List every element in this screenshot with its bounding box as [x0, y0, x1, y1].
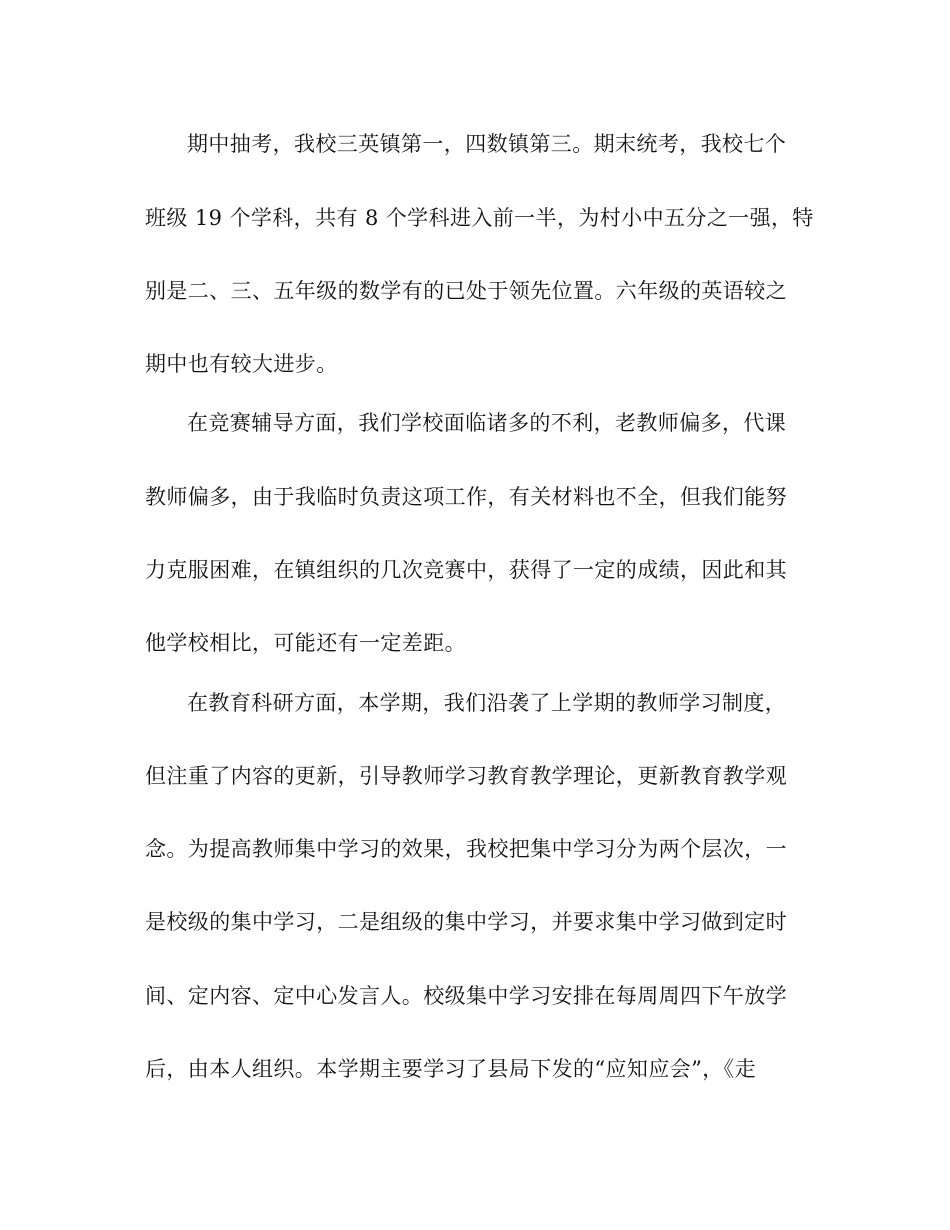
paragraph-3-line-6: 后，由本人组织。本学期主要学习了县局下发的“应知应会”，《走: [145, 1057, 756, 1081]
paragraph-2-line-3: 力克服困难，在镇组织的几次竞赛中，获得了一定的成绩，因此和其: [145, 558, 787, 582]
paragraph-3-line-3: 念。为提高教师集中学习的效果，我校把集中学习分为两个层次，一: [145, 837, 787, 861]
paragraph-2-line-4: 他学校相比，可能还有一定差距。: [145, 631, 466, 655]
paragraph-3-line-4: 是校级的集中学习，二是组级的集中学习，并要求集中学习做到定时: [145, 910, 787, 934]
paragraph-1-line-3: 别是二、三、五年级的数学有的已处于领先位置。六年级的英语较之: [145, 279, 787, 303]
paragraph-2-line-1: 在竞赛辅导方面，我们学校面临诸多的不利，老教师偏多，代课: [187, 411, 787, 435]
paragraph-3-line-5: 间、定内容、定中心发言人。校级集中学习安排在每周周四下午放学: [145, 984, 787, 1008]
paragraph-1-line-1: 期中抽考，我校三英镇第一，四数镇第三。期末统考，我校七个: [187, 132, 787, 156]
paragraph-1-line-2: 班级 19 个学科，共有 8 个学科进入前一半，为村小中五分之一强，特: [145, 206, 814, 230]
paragraph-3-line-2: 但注重了内容的更新，引导教师学习教育教学理论，更新教育教学观: [145, 764, 787, 788]
paragraph-2-line-2: 教师偏多，由于我临时负责这项工作，有关材料也不全，但我们能努: [145, 485, 787, 509]
paragraph-3-line-1: 在教育科研方面，本学期，我们沿袭了上学期的教师学习制度，: [187, 691, 787, 715]
paragraph-1-line-4: 期中也有较大进步。: [145, 352, 338, 376]
